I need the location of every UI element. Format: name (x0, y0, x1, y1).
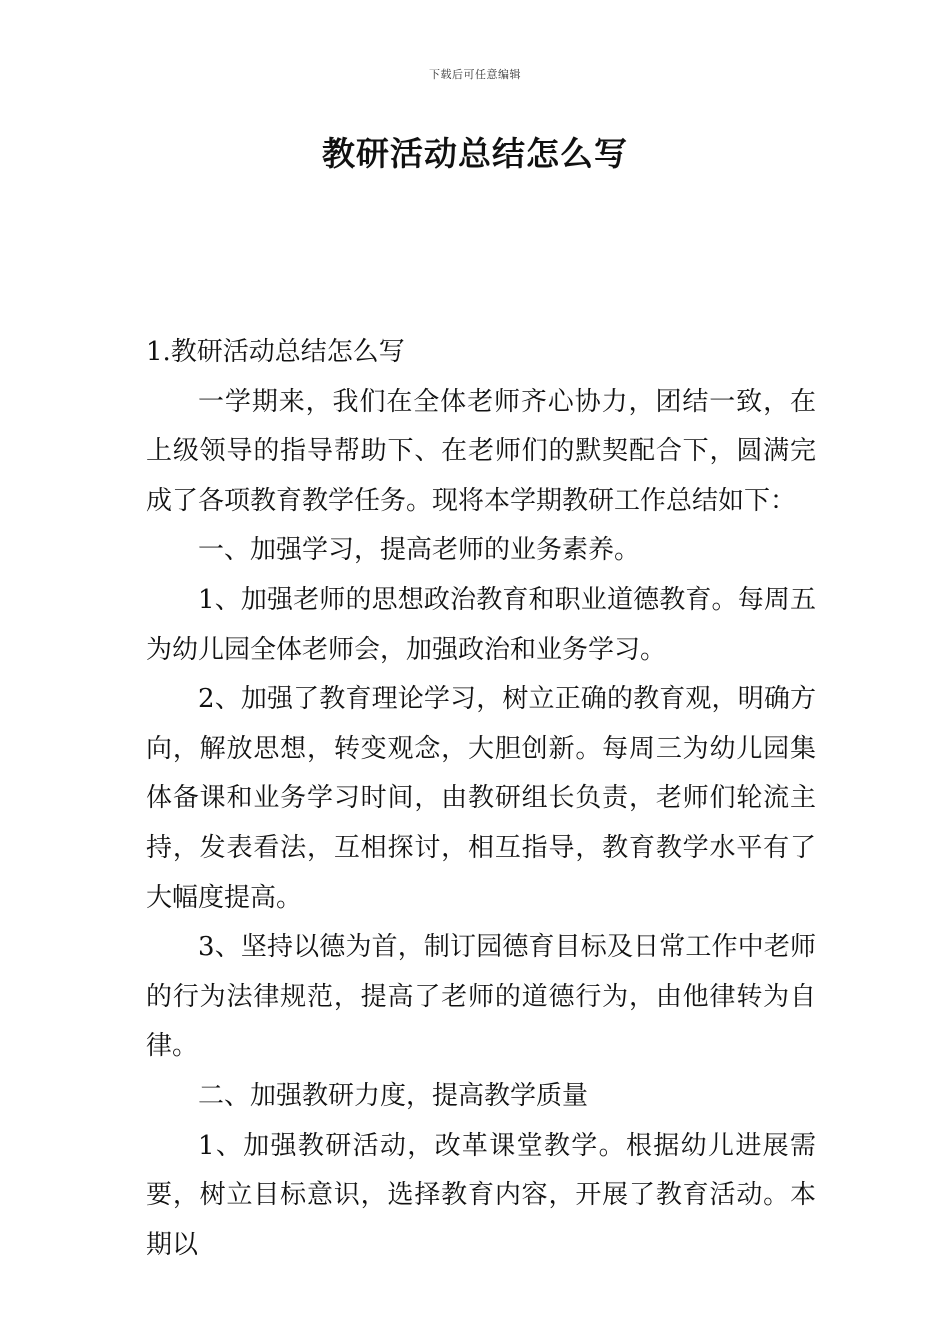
paragraph-item-1: 1、加强老师的思想政治教育和职业道德教育。每周五为幼儿园全体老师会，加强政治和业务学习。 (146, 584, 816, 665)
intro-paragraph: 一学期来，我们在全体老师齐心协力，团结一致，在上级领导的指导帮助下、在老师们的默契配合下，圆满完成了各项教育教学任务。现将本学期教研工作总结如下： (146, 386, 816, 516)
paragraph-item-3: 3、坚持以德为首，制订园德育目标及日常工作中老师的行为法律规范，提高了老师的道德行为，由他律转为自律。 (146, 932, 816, 1062)
section-heading: 1.教研活动总结怎么写 (146, 337, 405, 367)
paragraph-item-2: 2、加强了教育理论学习，树立正确的教育观，明确方向，解放思想，转变观念，大胆创新。每周三为幼儿园集体备课和业务学习时间，由教研组长负责，老师们轮流主持，发表看法，互相探讨，相互指导，教育教学水平有了大幅度提高。 (146, 684, 816, 913)
paragraph-section-two-item-1: 1、加强教研活动，改革课堂教学。根据幼儿进展需要，树立目标意识，选择教育内容，开展了教育活动。本期以 (146, 1130, 816, 1260)
document-body (146, 328, 816, 1270)
header-note: 下载后可任意编辑 (429, 68, 521, 81)
document-title: 教研活动总结怎么写 (322, 134, 628, 173)
section-two-heading: 二、加强教研力度，提高教学质量 (198, 1080, 589, 1111)
section-one-heading: 一、加强学习，提高老师的业务素养。 (198, 535, 641, 566)
